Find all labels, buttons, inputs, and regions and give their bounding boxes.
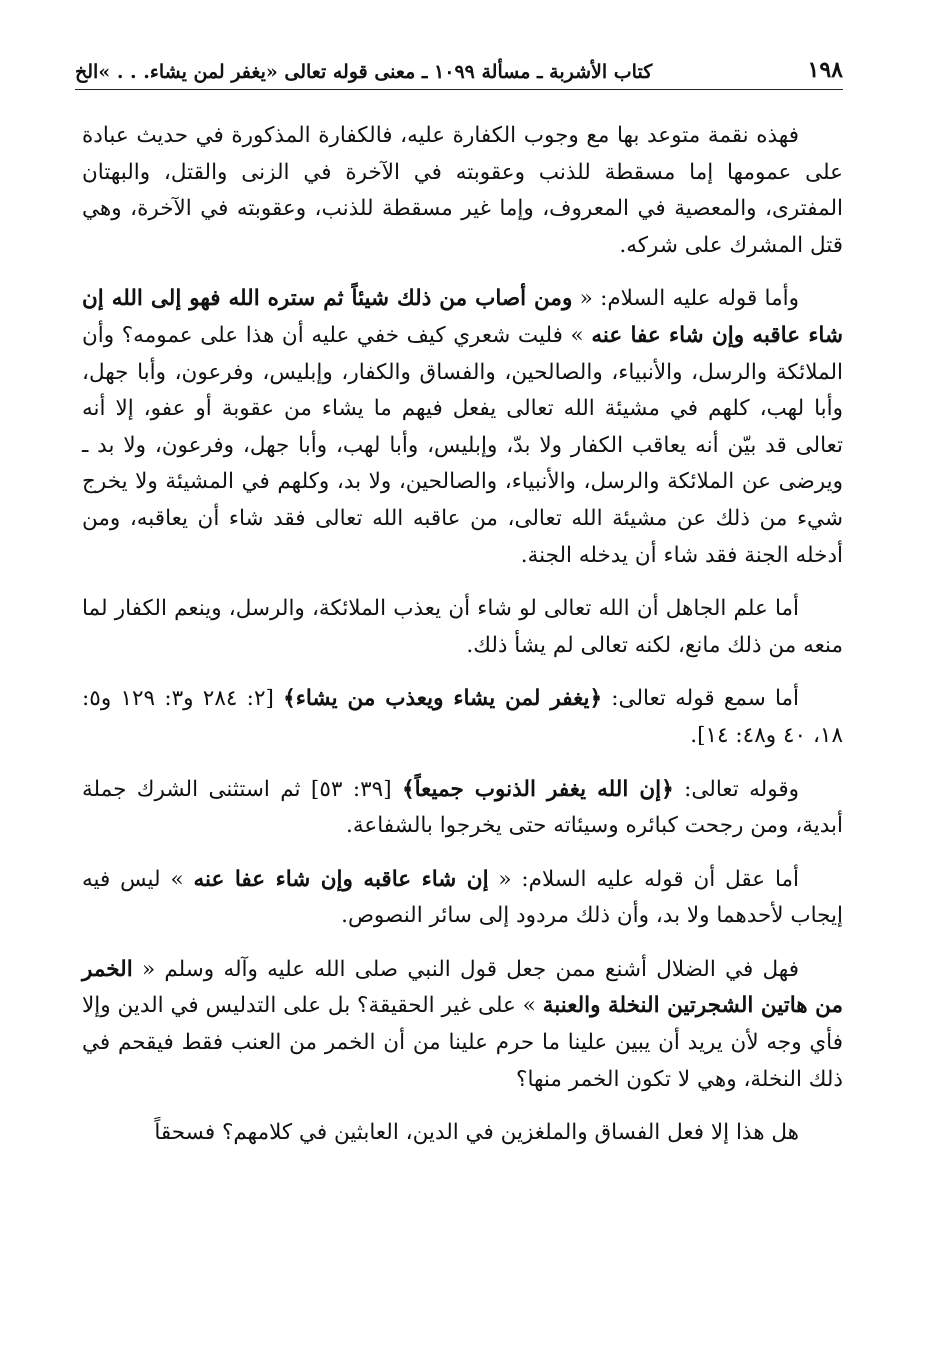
- paragraph: [82, 591, 843, 664]
- text-segment: وأما قوله عليه السلام: «: [572, 286, 799, 312]
- hadith-quote: إن شاء عاقبه وإن شاء عفا عنه: [193, 866, 489, 892]
- paragraph: [82, 862, 843, 935]
- text-segment: فهل في الضلال أشنع ممن جعل قول النبي صلى الله عليه وآله وسلم «: [132, 956, 799, 982]
- text-segment: أما علم الجاهل أن الله تعالى لو شاء أن يعذب الملائكة، والرسل، وينعم الكفار لما منعه من ذلك مانع، لكنه تعالى لم يشأ ذلك.: [82, 596, 843, 658]
- text-segment: أما سمع قوله تعالى:: [602, 686, 800, 712]
- quran-quote: ﴿يغفر لمن يشاء ويعذب من يشاء﴾: [283, 686, 603, 712]
- body-text: [82, 118, 843, 1152]
- paragraph: [82, 118, 843, 264]
- hadith-quote: ومن أصاب من ذلك شيئاً ثم ستره الله فهو إلى الله إن شاء عاقبه وإن شاء عفا عنه: [82, 286, 843, 348]
- text-segment: » ليس فيه إيجاب لأحدهما ولا بد، وأن ذلك مردود إلى سائر النصوص.: [82, 866, 843, 929]
- text-segment: وقوله تعالى:: [673, 776, 799, 802]
- page-header: [75, 48, 843, 90]
- text-segment: فهذه نقمة متوعد بها مع وجوب الكفارة عليه، فالكفارة المذكورة في حديث عبادة على عمومها إما مسقطة للذنب وعقوبته في الآخرة في الزنى والقتل، والبهتان المفترى، والمعصية في المعروف، وإما غير مسقطة للذنب، وعقوبته في الآخرة، وهي قتل المشرك على شركه.: [82, 123, 843, 258]
- paragraph: [82, 1115, 843, 1152]
- text-segment: » فليت شعري كيف خفي عليه أن هذا على عمومه؟ وأن الملائكة والرسل، والأنبياء، والصالحين، والفساق والكفار، وإبليس، وفرعون، وأبا جهل، وأبا لهب، كلهم في مشيئة الله تعالى يفعل فيهم ما يشاء من عقوبة أو عفو، إلا أنه تعالى قد بيّن أنه يعاقب الكفار ولا بدّ، وإبليس، وأبا لهب، وأبا جهل، وفرعون، ولا بد ـ ويرضى عن الملائكة والرسل، والأنبياء، والصالحين، ولا بد، وكلهم في المشيئة ولا يخرج شيء من ذلك عن مشيئة الله تعالى، من عاقبه الله تعالى فقد شاء أن يعاقبه، ومن أدخله الجنة فقد شاء أن يدخله الجنة.: [82, 322, 843, 568]
- paragraph: [82, 952, 843, 1098]
- quran-quote: ﴿إن الله يغفر الذنوب جميعاً﴾: [402, 776, 674, 802]
- text-segment: هل هذا إلا فعل الفساق والملغزين في الدين، العابثين في كلامهم؟ فسحقاً: [154, 1120, 799, 1146]
- running-title: كتاب الأشربة ـ مسألة ١٠٩٩ ـ معنى قوله تعالى «يغفر لمن يشاء. . . »الخ: [75, 61, 653, 83]
- hadith-quote: الخمر من هاتين الشجرتين النخلة والعنبة: [82, 956, 843, 1019]
- text-segment: [٣٩: ٥٣] ثم استثنى الشرك جملة أبدية، ومن رجحت كبائره وسيئاته حتى يخرجوا بالشفاعة.: [82, 776, 843, 839]
- paragraph: [82, 772, 843, 845]
- text-segment: » على غير الحقيقة؟ بل على التدليس في الدين وإلا فأي وجه لأن يريد أن يبين علينا ما حرم علينا من أن الخمر من العنب فقط فيقحم في ذلك النخلة، وهي لا تكون الخمر منها؟: [82, 993, 843, 1092]
- paragraph: [82, 281, 843, 574]
- text-segment: أما عقل أن قوله عليه السلام: «: [488, 866, 799, 892]
- verse-reference: [٢: ٢٨٤ و٣: ١٢٩ و٥: ١٨، ٤٠ و٤٨: ١٤].: [82, 686, 843, 748]
- paragraph: [82, 681, 843, 754]
- page-number: ١٩٨: [807, 57, 843, 83]
